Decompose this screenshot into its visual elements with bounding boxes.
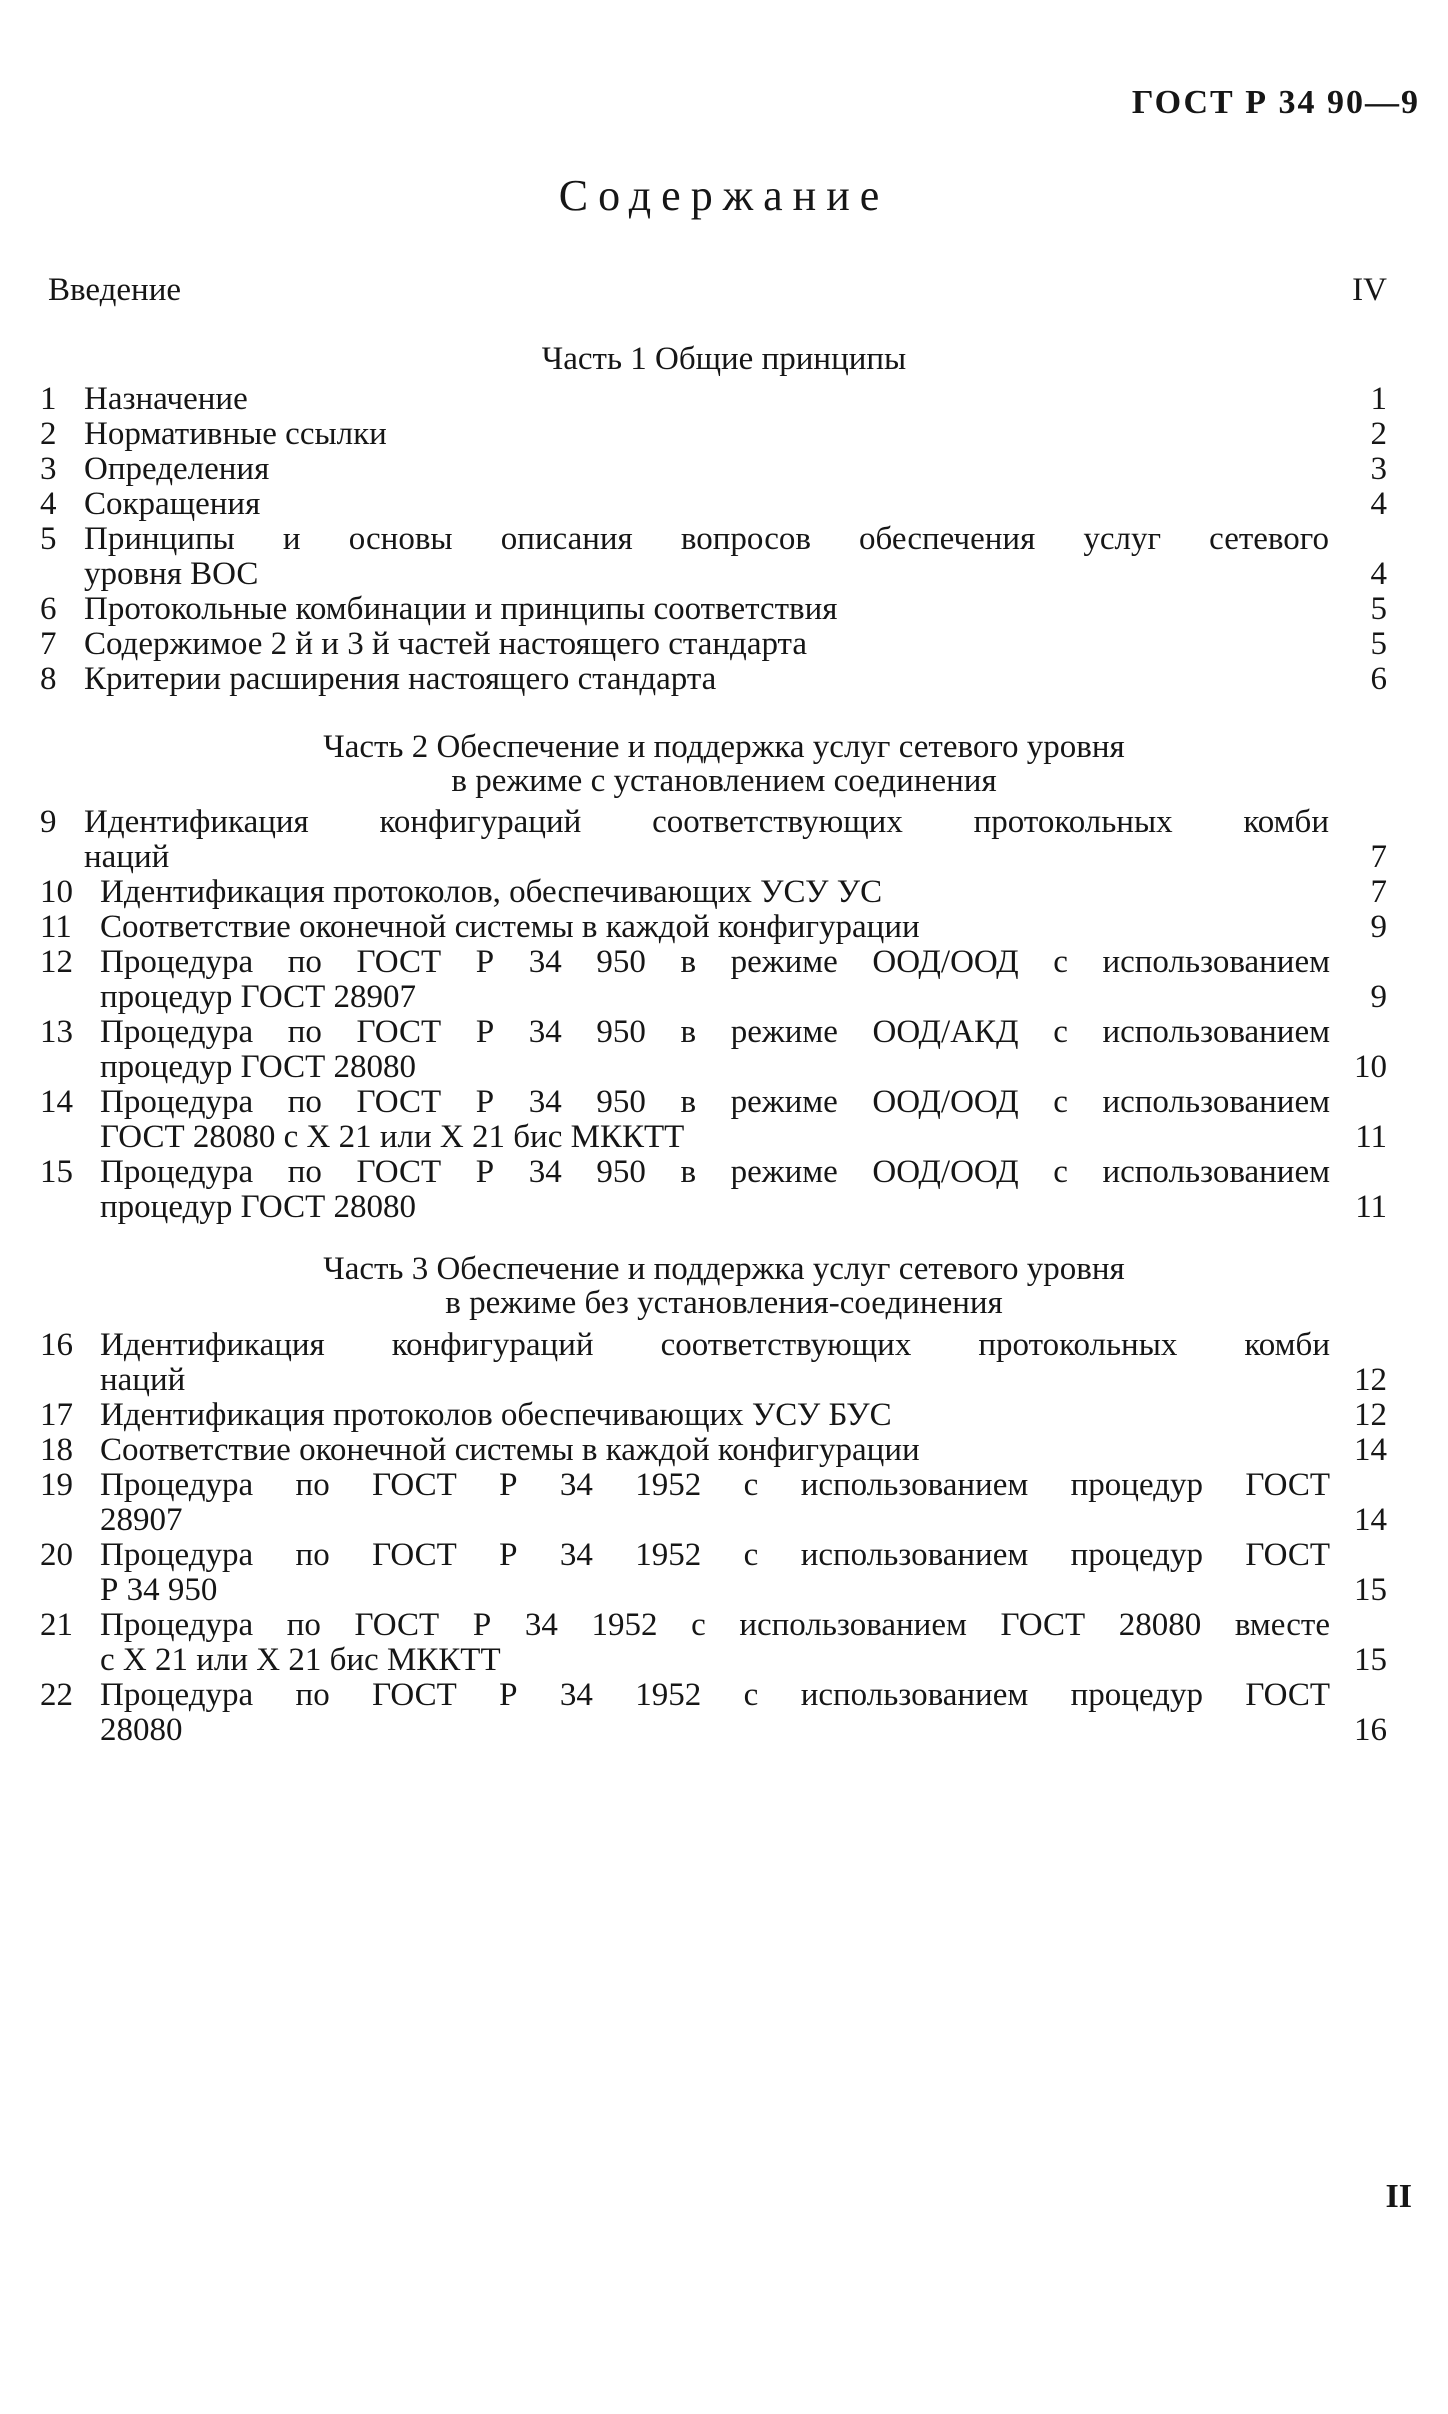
toc-item-page: 9: [1370, 979, 1387, 1015]
toc-item: [40, 1085, 1387, 1155]
toc-item-text-line1: Процедура по ГОСТ Р 34 1952 с использованием процедур ГОСТ: [100, 1677, 1330, 1713]
toc-item: [40, 417, 1387, 452]
toc-intro: [48, 272, 1387, 309]
toc-item-text-line2: наций: [84, 839, 170, 875]
toc-item-text-line2: уровня ВОС: [84, 556, 259, 592]
part2-heading-line2: в режиме с установлением соединения: [451, 763, 997, 799]
part3-heading-line2: в режиме без установления-соединения: [445, 1285, 1003, 1321]
toc-item-text-line1: Процедура по ГОСТ Р 34 950 в режиме ООД/АКД с использованием: [100, 1014, 1330, 1050]
toc-item-text-line1: Идентификация конфигураций соответствующих протокольных комби: [100, 1327, 1330, 1363]
toc-item-number: 1: [40, 381, 57, 417]
toc-item-page: 11: [1355, 1189, 1387, 1225]
toc-item-page: 14: [1354, 1502, 1387, 1538]
page-title: Содержание: [558, 171, 890, 220]
toc-item-page: 10: [1354, 1049, 1387, 1085]
toc-item-number: 10: [40, 874, 73, 910]
toc-item-text-line1: Процедура по ГОСТ Р 34 950 в режиме ООД/ООД с использованием: [100, 1154, 1330, 1190]
toc-item-text-line2: процедур ГОСТ 28907: [100, 979, 416, 1015]
toc-item-text: Сокращения: [84, 486, 261, 522]
toc-item: [40, 1608, 1387, 1678]
toc-item-text-line1: Идентификация конфигураций соответствующих протокольных комби: [84, 804, 1329, 840]
toc-item: [40, 805, 1387, 875]
toc-item-text-line1: Процедура по ГОСТ Р 34 1952 с использованием ГОСТ 28080 вместе: [100, 1607, 1330, 1643]
toc-item-page: 14: [1354, 1432, 1387, 1468]
toc-item-page: 15: [1354, 1572, 1387, 1608]
toc-item-text: Определения: [84, 451, 270, 487]
toc-item-number: 15: [40, 1154, 73, 1190]
toc-item-number: 22: [40, 1677, 73, 1713]
toc-item-number: 19: [40, 1467, 73, 1503]
part1-heading: Часть 1 Общие принципы: [541, 341, 907, 377]
toc-item-text: Соответствие оконечной системы в каждой конфигурации: [100, 909, 920, 945]
toc-item-number: 9: [40, 804, 57, 840]
toc-item-page: 3: [1370, 451, 1387, 487]
toc-item: [40, 487, 1387, 522]
toc-item-text-line1: Процедура по ГОСТ Р 34 1952 с использованием процедур ГОСТ: [100, 1467, 1330, 1503]
part3-heading-line1: Часть 3 Обеспечение и поддержка услуг сетевого уровня: [323, 1251, 1125, 1287]
toc-item: [40, 910, 1387, 945]
toc-item: [40, 945, 1387, 1015]
page-number: II: [1385, 2178, 1412, 2215]
toc-item-page: 4: [1370, 556, 1387, 592]
toc-item-number: 12: [40, 944, 73, 980]
toc-item: [40, 1678, 1387, 1748]
toc-item: [40, 1538, 1387, 1608]
toc-item-text: Протокольные комбинации и принципы соответствия: [84, 591, 838, 627]
toc-item: [40, 382, 1387, 417]
toc-item-page: 15: [1354, 1642, 1387, 1678]
toc-item: [40, 1015, 1387, 1085]
toc-item: [40, 1398, 1387, 1433]
toc-item: [40, 452, 1387, 487]
toc-intro-page: IV: [1352, 272, 1387, 308]
toc-item-text: Нормативные ссылки: [84, 416, 387, 452]
toc-item-text-line1: Процедура по ГОСТ Р 34 1952 с использованием процедур ГОСТ: [100, 1537, 1330, 1573]
toc-item-text-line1: Процедура по ГОСТ Р 34 950 в режиме ООД/ООД с использованием: [100, 944, 1330, 980]
toc-item-number: 20: [40, 1537, 73, 1573]
toc-item-number: 21: [40, 1607, 73, 1643]
toc-item-text-line1: Процедура по ГОСТ Р 34 950 в режиме ООД/ООД с использованием: [100, 1084, 1330, 1120]
toc-item-page: 7: [1370, 839, 1387, 875]
toc-item-text: Содержимое 2 й и 3 й частей настоящего стандарта: [84, 626, 808, 662]
toc-item-page: 11: [1355, 1119, 1387, 1155]
toc-item: [40, 1328, 1387, 1398]
toc-item: [40, 1155, 1387, 1225]
toc-item-page: 5: [1370, 591, 1387, 627]
toc-item: [40, 875, 1387, 910]
toc-item-text: Идентификация протоколов обеспечивающих УСУ БУС: [100, 1397, 892, 1433]
toc-item-text-line2: с Х 21 или Х 21 бис МККТТ: [100, 1642, 501, 1678]
toc-item-page: 12: [1354, 1397, 1387, 1433]
toc-item-text-line2: ГОСТ 28080 с Х 21 или Х 21 бис МККТТ: [100, 1119, 685, 1155]
toc-item-number: 7: [40, 626, 57, 662]
toc-item-number: 16: [40, 1327, 73, 1363]
toc-item-number: 8: [40, 661, 57, 697]
toc-item-number: 5: [40, 521, 57, 557]
part2-heading-line1: Часть 2 Обеспечение и поддержка услуг сетевого уровня: [323, 729, 1125, 765]
toc-item-text-line2: 28080: [100, 1712, 183, 1748]
toc-item-page: 12: [1354, 1362, 1387, 1398]
toc-item-page: 2: [1370, 416, 1387, 452]
toc-item: [40, 1433, 1387, 1468]
toc-item-text-line2: наций: [100, 1362, 186, 1398]
toc-item-number: 13: [40, 1014, 73, 1050]
toc-item-text-line2: Р 34 950: [100, 1572, 218, 1608]
toc-item: [40, 522, 1387, 592]
toc-item-page: 1: [1370, 381, 1387, 417]
toc-item: [40, 627, 1387, 662]
toc-item-number: 14: [40, 1084, 73, 1120]
toc-item-page: 7: [1370, 874, 1387, 910]
toc-item-number: 4: [40, 486, 57, 522]
toc-item-text-line2: процедур ГОСТ 28080: [100, 1049, 416, 1085]
toc-item-number: 18: [40, 1432, 73, 1468]
toc-intro-label: Введение: [48, 272, 182, 308]
toc-item-page: 6: [1370, 661, 1387, 697]
toc-item-number: 11: [40, 909, 72, 945]
toc-item-page: 4: [1370, 486, 1387, 522]
toc-item-text-line2: процедур ГОСТ 28080: [100, 1189, 416, 1225]
toc-item-text: Соответствие оконечной системы в каждой конфигурации: [100, 1432, 920, 1468]
toc-item: [40, 662, 1387, 697]
toc-item: [40, 592, 1387, 627]
toc-item-page: 16: [1354, 1712, 1387, 1748]
toc-item-text: Критерии расширения настоящего стандарта: [84, 661, 717, 697]
standard-code: ГОСТ Р 34 90—9: [1131, 84, 1420, 121]
toc-item-page: 9: [1370, 909, 1387, 945]
toc-item-page: 5: [1370, 626, 1387, 662]
toc-item-number: 3: [40, 451, 57, 487]
toc-item: [40, 1468, 1387, 1538]
toc-item-text-line1: Принципы и основы описания вопросов обеспечения услуг сетевого: [84, 521, 1329, 557]
toc-item-number: 6: [40, 591, 57, 627]
toc-item-text-line2: 28907: [100, 1502, 183, 1538]
toc-item-number: 2: [40, 416, 57, 452]
toc-item-text: Идентификация протоколов, обеспечивающих УСУ УС: [100, 874, 883, 910]
toc-item-number: 17: [40, 1397, 73, 1433]
toc-item-text: Назначение: [84, 381, 248, 417]
